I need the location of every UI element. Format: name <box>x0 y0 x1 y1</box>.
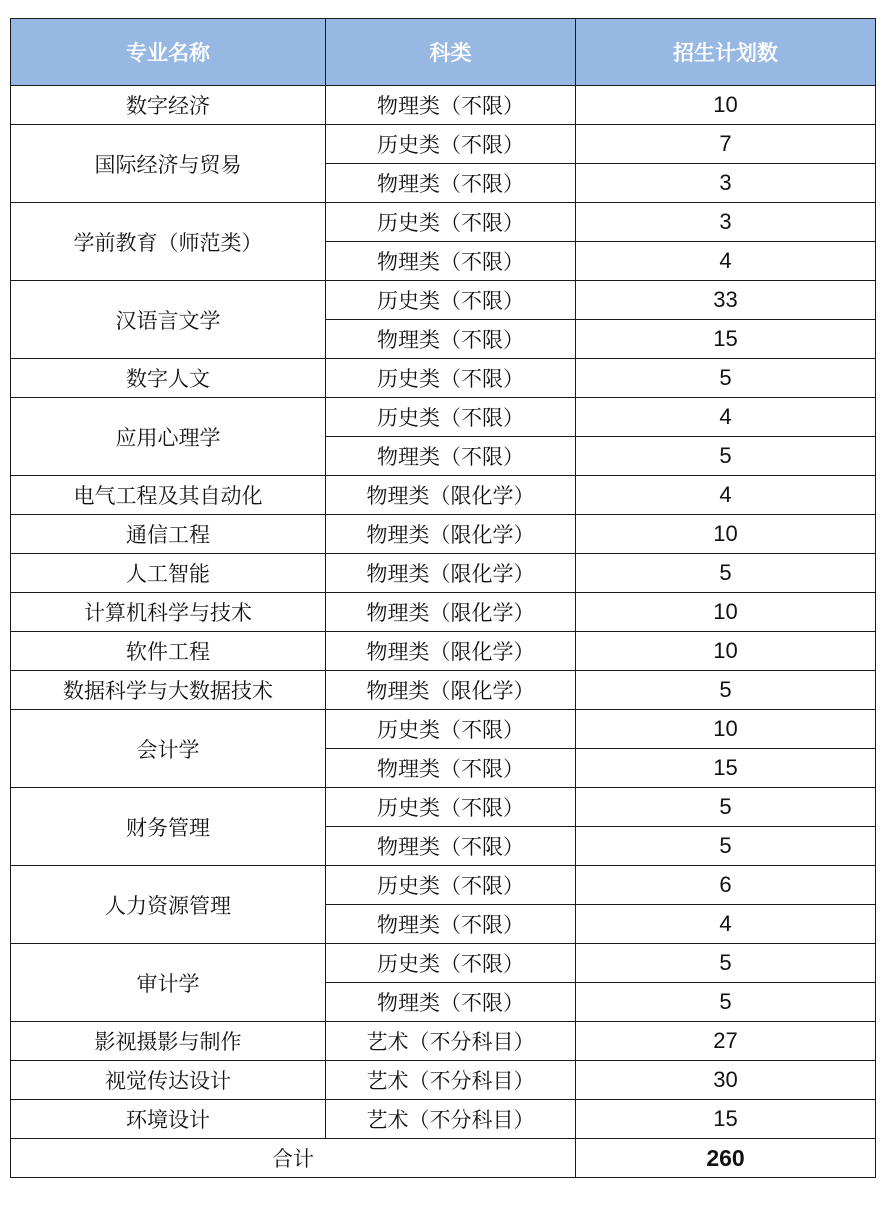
category-cell: 艺术（不分科目） <box>326 1022 576 1061</box>
major-name-cell: 通信工程 <box>11 515 326 554</box>
header-row <box>11 19 876 86</box>
category-cell: 历史类（不限） <box>326 398 576 437</box>
table-row <box>11 476 876 515</box>
major-name-cell: 数字经济 <box>11 86 326 125</box>
table-row <box>11 125 876 164</box>
plan-count-cell: 10 <box>576 593 876 632</box>
major-name-cell: 国际经济与贸易 <box>11 125 326 203</box>
category-cell: 艺术（不分科目） <box>326 1061 576 1100</box>
major-name-cell: 学前教育（师范类） <box>11 203 326 281</box>
category-cell: 物理类（不限） <box>326 242 576 281</box>
category-cell: 历史类（不限） <box>326 944 576 983</box>
table-row <box>11 593 876 632</box>
plan-count-cell: 10 <box>576 632 876 671</box>
major-name-cell: 电气工程及其自动化 <box>11 476 326 515</box>
major-name-cell: 应用心理学 <box>11 398 326 476</box>
table-row <box>11 788 876 827</box>
header-plan-count: 招生计划数 <box>576 19 876 86</box>
table-row <box>11 515 876 554</box>
category-cell: 历史类（不限） <box>326 788 576 827</box>
category-cell: 物理类（不限） <box>326 983 576 1022</box>
table-row <box>11 203 876 242</box>
header-major-name: 专业名称 <box>11 19 326 86</box>
table-row <box>11 86 876 125</box>
category-cell: 物理类（不限） <box>326 320 576 359</box>
category-cell: 历史类（不限） <box>326 281 576 320</box>
category-cell: 历史类（不限） <box>326 866 576 905</box>
plan-count-cell: 15 <box>576 1100 876 1139</box>
category-cell: 物理类（限化学） <box>326 476 576 515</box>
plan-count-cell: 15 <box>576 749 876 788</box>
category-cell: 物理类（不限） <box>326 164 576 203</box>
table-row <box>11 710 876 749</box>
major-name-cell: 人工智能 <box>11 554 326 593</box>
table-row <box>11 944 876 983</box>
plan-count-cell: 5 <box>576 359 876 398</box>
major-name-cell: 汉语言文学 <box>11 281 326 359</box>
major-name-cell: 影视摄影与制作 <box>11 1022 326 1061</box>
category-cell: 历史类（不限） <box>326 125 576 164</box>
category-cell: 物理类（限化学） <box>326 554 576 593</box>
table-row <box>11 632 876 671</box>
category-cell: 物理类（不限） <box>326 905 576 944</box>
enrollment-plan-table <box>10 18 876 1178</box>
total-label: 合计 <box>11 1139 576 1178</box>
plan-count-cell: 3 <box>576 203 876 242</box>
category-cell: 历史类（不限） <box>326 710 576 749</box>
total-value: 260 <box>576 1139 876 1178</box>
plan-count-cell: 5 <box>576 788 876 827</box>
table-row <box>11 281 876 320</box>
major-name-cell: 数据科学与大数据技术 <box>11 671 326 710</box>
header-category: 科类 <box>326 19 576 86</box>
plan-count-cell: 5 <box>576 554 876 593</box>
table-row <box>11 359 876 398</box>
category-cell: 历史类（不限） <box>326 203 576 242</box>
table-row <box>11 398 876 437</box>
major-name-cell: 环境设计 <box>11 1100 326 1139</box>
plan-count-cell: 4 <box>576 476 876 515</box>
category-cell: 历史类（不限） <box>326 359 576 398</box>
plan-count-cell: 4 <box>576 398 876 437</box>
major-name-cell: 数字人文 <box>11 359 326 398</box>
plan-count-cell: 5 <box>576 437 876 476</box>
table-row <box>11 554 876 593</box>
plan-count-cell: 15 <box>576 320 876 359</box>
table-row <box>11 866 876 905</box>
major-name-cell: 人力资源管理 <box>11 866 326 944</box>
plan-count-cell: 4 <box>576 905 876 944</box>
major-name-cell: 会计学 <box>11 710 326 788</box>
category-cell: 物理类（限化学） <box>326 593 576 632</box>
total-row <box>11 1139 876 1178</box>
plan-count-cell: 4 <box>576 242 876 281</box>
category-cell: 艺术（不分科目） <box>326 1100 576 1139</box>
table-row <box>11 1061 876 1100</box>
plan-count-cell: 30 <box>576 1061 876 1100</box>
table-row <box>11 671 876 710</box>
plan-count-cell: 10 <box>576 515 876 554</box>
plan-count-cell: 5 <box>576 671 876 710</box>
major-name-cell: 计算机科学与技术 <box>11 593 326 632</box>
plan-count-cell: 3 <box>576 164 876 203</box>
category-cell: 物理类（不限） <box>326 827 576 866</box>
plan-count-cell: 33 <box>576 281 876 320</box>
plan-count-cell: 10 <box>576 710 876 749</box>
major-name-cell: 软件工程 <box>11 632 326 671</box>
plan-count-cell: 27 <box>576 1022 876 1061</box>
category-cell: 物理类（不限） <box>326 749 576 788</box>
plan-count-cell: 5 <box>576 983 876 1022</box>
plan-count-cell: 5 <box>576 827 876 866</box>
plan-count-cell: 7 <box>576 125 876 164</box>
major-name-cell: 视觉传达设计 <box>11 1061 326 1100</box>
category-cell: 物理类（限化学） <box>326 515 576 554</box>
category-cell: 物理类（限化学） <box>326 632 576 671</box>
category-cell: 物理类（限化学） <box>326 671 576 710</box>
table-body <box>11 86 876 1139</box>
table-row <box>11 1100 876 1139</box>
major-name-cell: 审计学 <box>11 944 326 1022</box>
plan-count-cell: 6 <box>576 866 876 905</box>
plan-count-cell: 10 <box>576 86 876 125</box>
table-row <box>11 1022 876 1061</box>
plan-count-cell: 5 <box>576 944 876 983</box>
category-cell: 物理类（不限） <box>326 437 576 476</box>
category-cell: 物理类（不限） <box>326 86 576 125</box>
major-name-cell: 财务管理 <box>11 788 326 866</box>
